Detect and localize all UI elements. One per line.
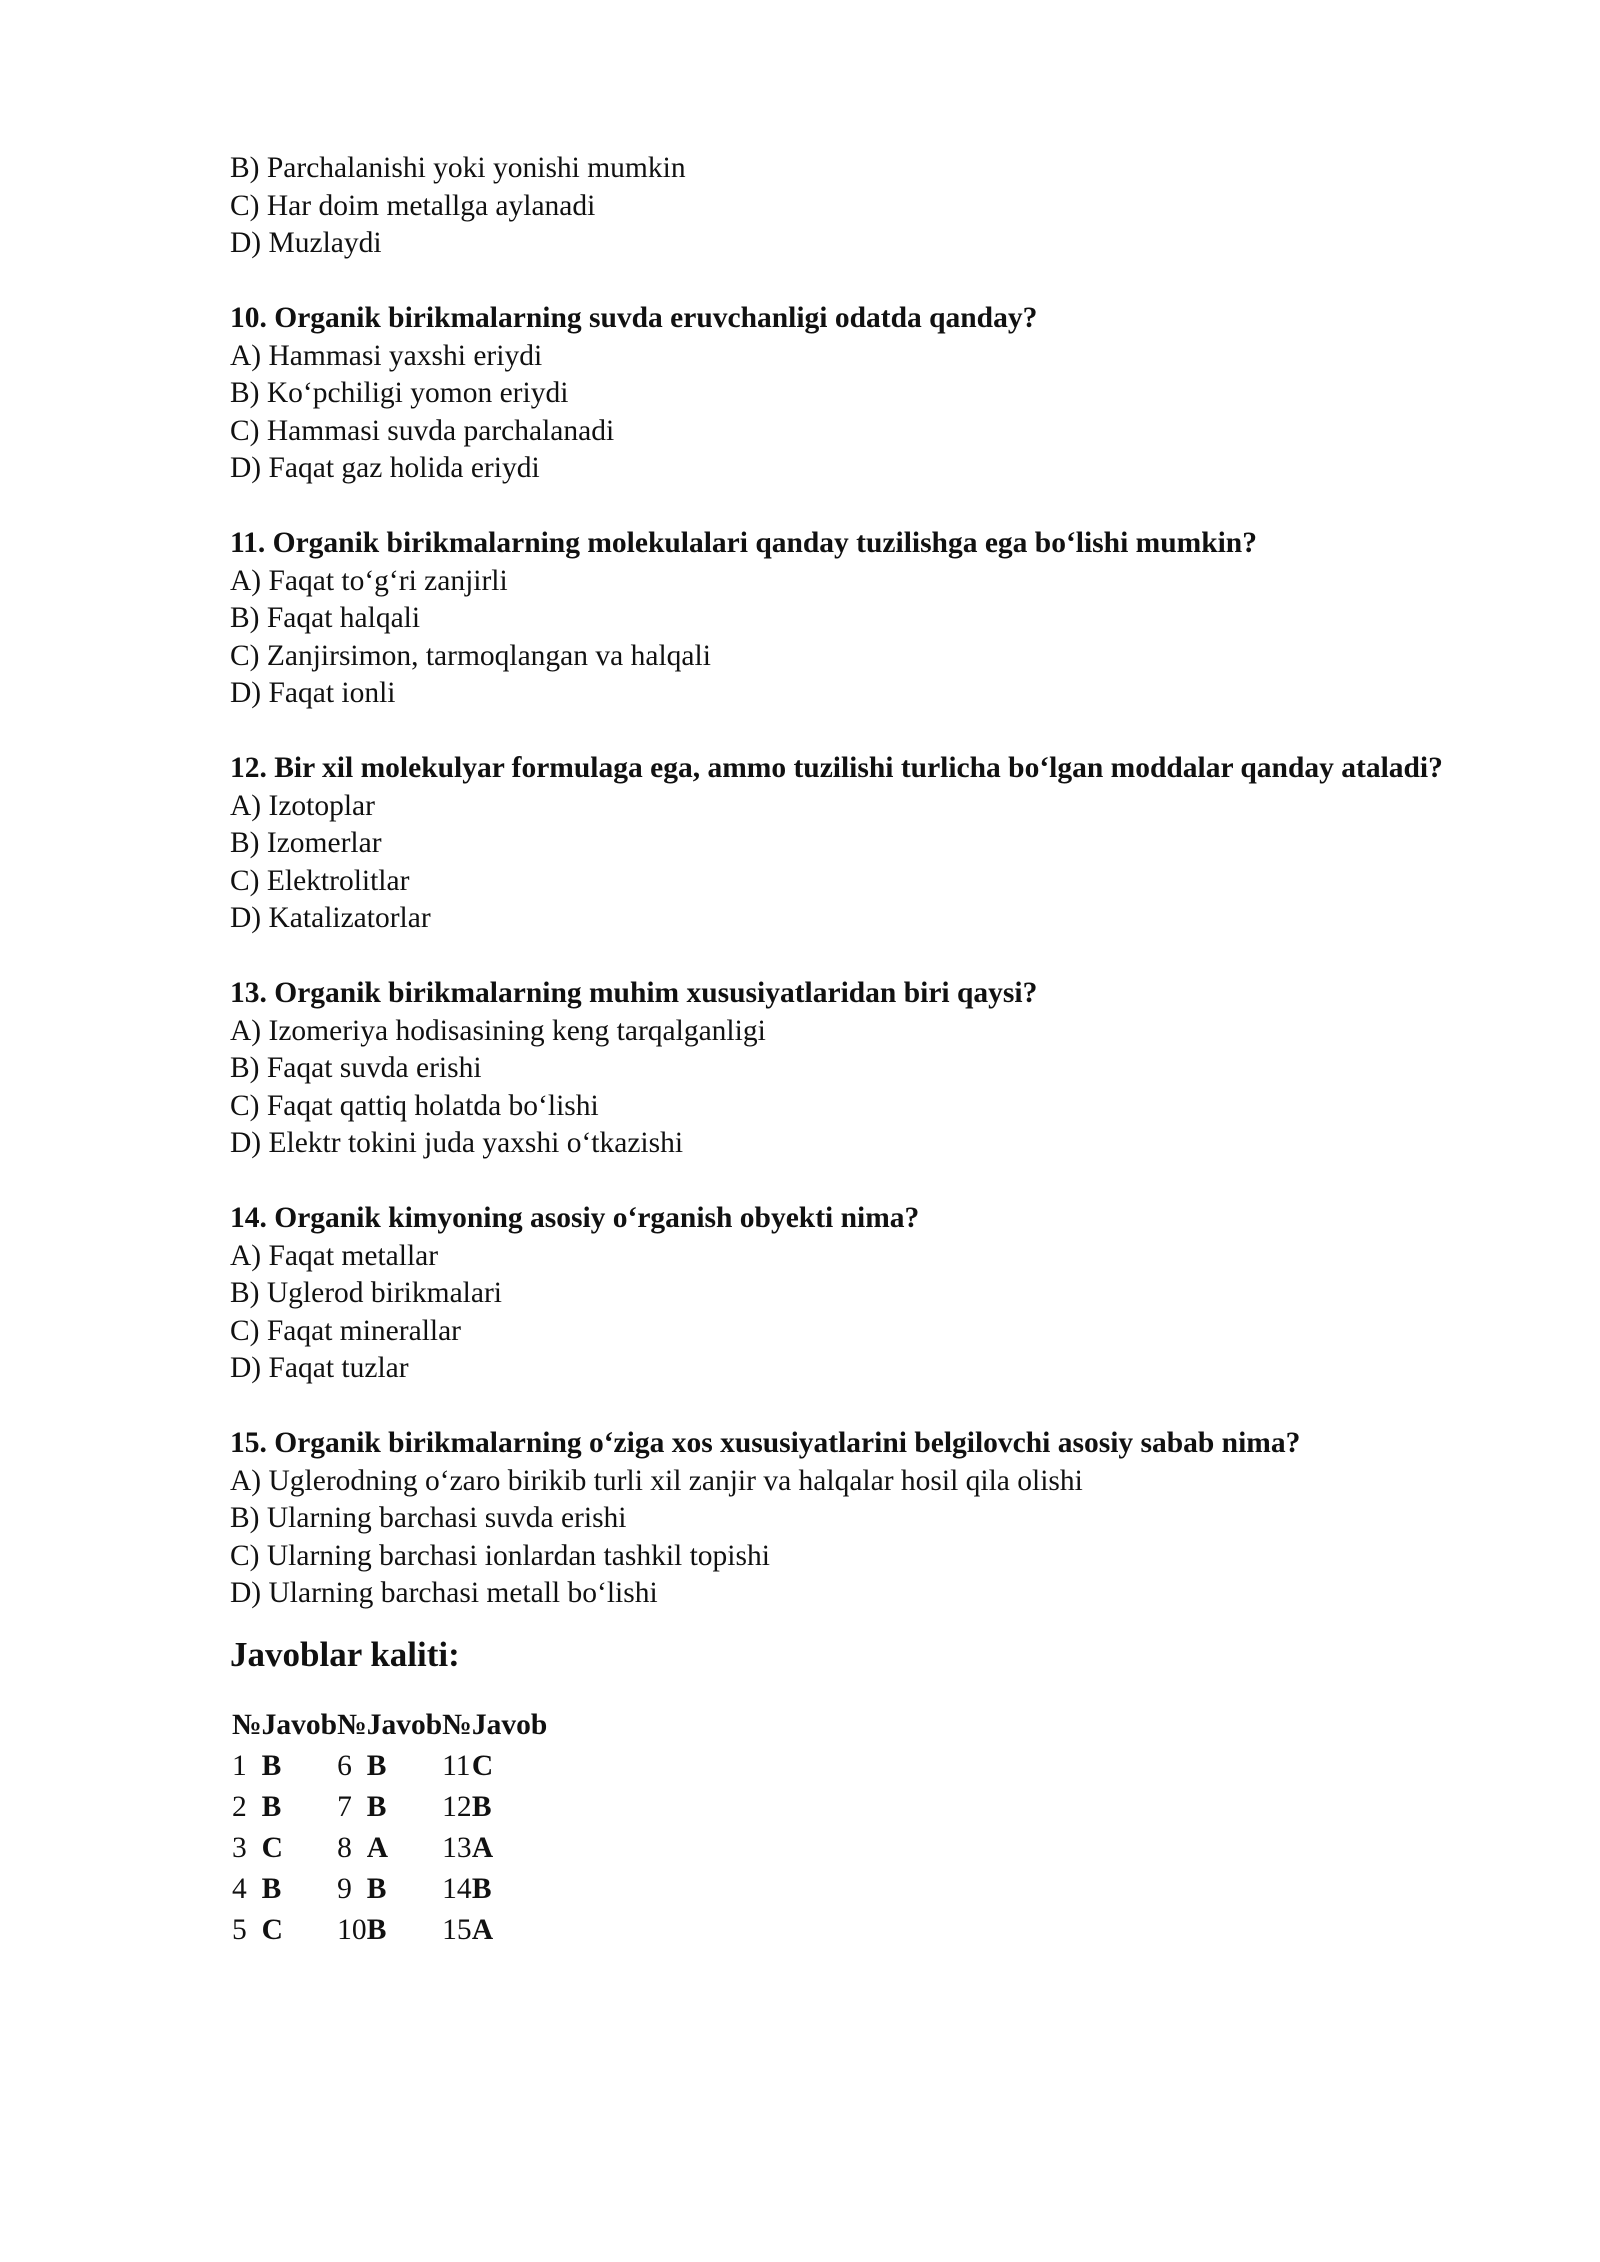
option-line: B) Ularning barchasi suvda erishi [230,1502,627,1534]
column-header-number: № [232,1708,262,1741]
option-line: A) Hammasi yaxshi eriydi [230,339,543,372]
table-row [232,1746,547,1787]
option-line: B) Parchalanishi yoki yonishi mumkin [230,152,686,184]
option-line: A) Izomeriya hodisasining keng tarqalganligi [230,1014,766,1047]
option-line: C) Zanjirsimon, tarmoqlangan va halqali [230,639,711,672]
spacer [230,488,1460,526]
option-line: C) Faqat qattiq holatda bo‘lishi [230,1089,599,1122]
answer-cell: C [471,1749,494,1782]
answer-cell: C [261,1913,283,1946]
option-line: B) Faqat halqali [230,602,421,634]
spacer [230,938,1460,976]
question-number-cell: 5 [232,1913,247,1946]
option-line: C) Faqat minerallar [230,1314,462,1347]
answer-cell: A [471,1913,494,1946]
answer-cell: B [366,1913,387,1946]
column-header-number: № [337,1708,367,1741]
answer-key-heading: Javoblar kaliti: [230,1634,460,1674]
option-line: B) Uglerod birikmalari [230,1277,502,1309]
option-line: B) Ko‘pchiligi yomon eriydi [230,377,569,409]
option-line: D) Muzlaydi [230,227,382,259]
answer-cell: B [471,1790,492,1823]
option-line: B) Izomerlar [230,827,382,859]
question-12 [230,750,1460,938]
table-row [232,1787,547,1828]
column-header-answer: Javob [366,1708,443,1741]
spacer [230,713,1460,751]
answer-cell: B [261,1749,282,1782]
answer-cell: B [471,1872,492,1905]
question-number-cell: 1 [232,1749,247,1782]
answer-cell: B [366,1872,387,1905]
question-number-cell: 14 [442,1872,472,1905]
option-line: C) Ularning barchasi ionlardan tashkil topishi [230,1539,770,1572]
option-line: B) Faqat suvda erishi [230,1052,482,1084]
question-number-cell: 8 [337,1831,352,1864]
option-line: A) Izotoplar [230,789,375,822]
option-line: D) Faqat gaz holida eriydi [230,452,540,484]
question-number-cell: 6 [337,1749,352,1782]
answer-cell: B [261,1872,282,1905]
option-line: D) Katalizatorlar [230,902,431,934]
question-number-cell: 9 [337,1872,352,1905]
question-title: 14. Organik kimyoning asosiy o‘rganish obyekti nima? [230,1202,920,1234]
spacer [230,263,1460,301]
column-header-number: № [442,1708,472,1741]
answer-cell: A [366,1831,389,1864]
answer-cell: B [366,1749,387,1782]
table-header-row [232,1705,547,1746]
option-line: A) Faqat metallar [230,1239,439,1272]
question-number-cell: 11 [442,1749,471,1782]
option-line: D) Faqat ionli [230,677,396,709]
answer-key-table [232,1705,547,1951]
question-number-cell: 12 [442,1790,472,1823]
column-header-answer: Javob [261,1708,338,1741]
question-number-cell: 10 [337,1913,367,1946]
question-title: 12. Bir xil molekulyar formulaga ega, ammo tuzilishi turlicha bo‘lgan moddalar qanday ataladi? [230,752,1443,784]
question-number-cell: 15 [442,1913,472,1946]
table-row [232,1828,547,1869]
option-line: D) Elektr tokini juda yaxshi o‘tkazishi [230,1127,684,1159]
option-line: A) Uglerodning o‘zaro birikib turli xil zanjir va halqalar hosil qila olishi [230,1464,1083,1497]
answer-cell: C [261,1831,283,1864]
question-number-cell: 3 [232,1831,247,1864]
question-title: 13. Organik birikmalarning muhim xususiyatlaridan biri qaysi? [230,977,1038,1009]
question-13 [230,975,1460,1163]
question-15 [230,1425,1460,1613]
question-11 [230,525,1460,713]
question-number-cell: 7 [337,1790,352,1823]
question-title: 10. Organik birikmalarning suvda eruvchanligi odatda qanday? [230,302,1038,334]
option-line: D) Faqat tuzlar [230,1352,409,1384]
answer-cell: B [366,1790,387,1823]
table-row [232,1869,547,1910]
question-10 [230,300,1460,488]
answer-cell: B [261,1790,282,1823]
question-number-cell: 4 [232,1872,247,1905]
option-line: C) Hammasi suvda parchalanadi [230,414,615,447]
column-header-answer: Javob [471,1708,548,1741]
question-title: 15. Organik birikmalarning o‘ziga xos xususiyatlarini belgilovchi asosiy sabab nima? [230,1427,1301,1459]
option-line: D) Ularning barchasi metall bo‘lishi [230,1577,658,1609]
question-14 [230,1200,1460,1388]
question-number-cell: 13 [442,1831,472,1864]
spacer [230,1163,1460,1201]
question-title: 11. Organik birikmalarning molekulalari qanday tuzilishga ega bo‘lishi mumkin? [230,527,1257,559]
spacer [230,1388,1460,1426]
table-row [232,1910,547,1951]
option-line: C) Har doim metallga aylanadi [230,189,596,222]
option-line: C) Elektrolitlar [230,864,410,897]
page-content [230,150,1460,1951]
question-9-continuation [230,150,1460,263]
answer-cell: A [471,1831,494,1864]
question-number-cell: 2 [232,1790,247,1823]
option-line: A) Faqat to‘g‘ri zanjirli [230,564,508,597]
